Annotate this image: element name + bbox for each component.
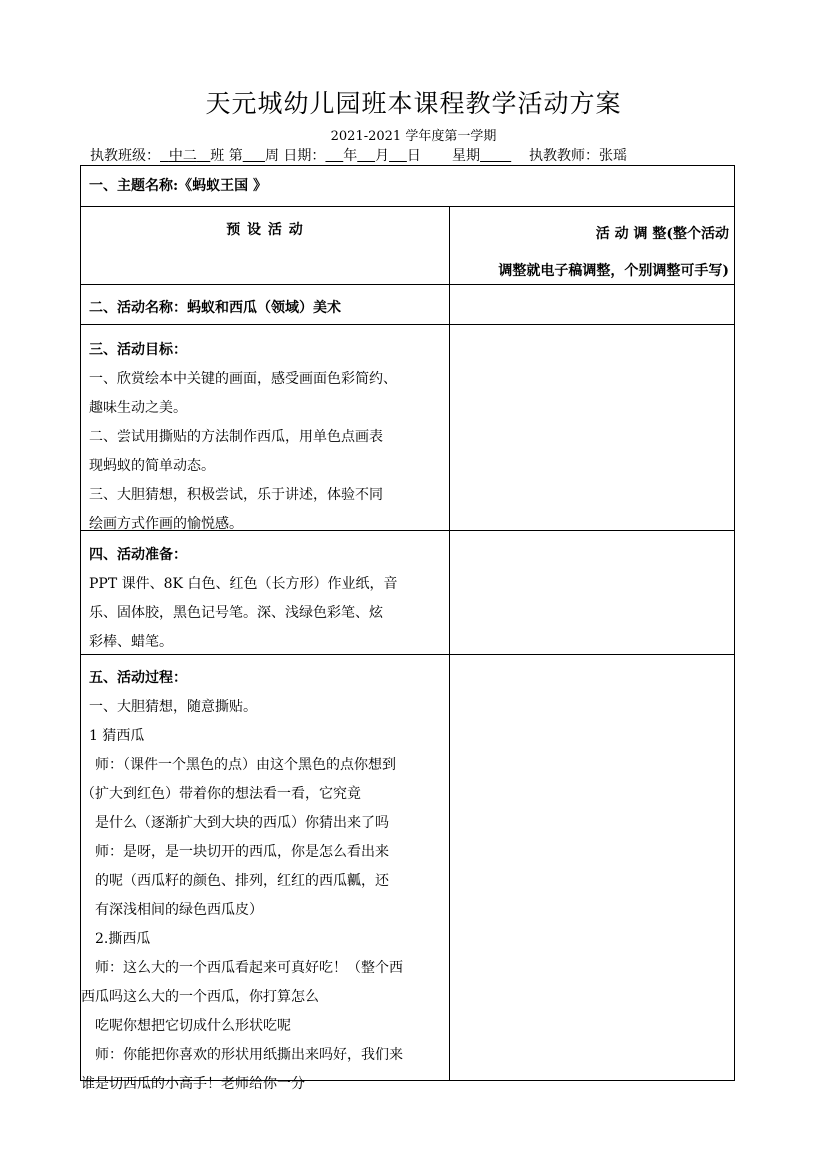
weekday-label: 星期 bbox=[452, 148, 481, 164]
table-divider bbox=[81, 324, 734, 325]
week-label: 周 日期： bbox=[264, 148, 326, 164]
goals-line: 绘画方式作画的愉悦感。 bbox=[89, 516, 243, 532]
process-line: 师：这么大的一个西瓜看起来可真好吃！（整个西 bbox=[95, 960, 403, 976]
process-line: 吃呢你想把它切成什么形状吃呢 bbox=[95, 1018, 291, 1034]
process-line: 师：（课件一个黑色的点）由这个黑色的点你想到 bbox=[95, 757, 396, 773]
class-value: 中二 bbox=[168, 148, 197, 164]
goals-heading: 三、活动目标： bbox=[89, 342, 187, 358]
class-suffix: 班 第 bbox=[210, 148, 243, 164]
year-blank bbox=[325, 148, 343, 164]
week-blank bbox=[243, 148, 265, 164]
year-label: 年 bbox=[343, 148, 358, 164]
process-line: 是什么（逐渐扩大到大块的西瓜）你猜出来了吗 bbox=[95, 815, 389, 831]
weekday-blank bbox=[480, 148, 511, 164]
process-heading: 五、活动过程： bbox=[89, 670, 187, 686]
day-label: 日 bbox=[406, 148, 421, 164]
process-line: 的呢（西瓜籽的颜色、排列，红红的西瓜瓤，还 bbox=[95, 873, 389, 889]
month-label: 月 bbox=[375, 148, 390, 164]
prep-line: 彩棒、蜡笔。 bbox=[89, 634, 173, 650]
preparation-section bbox=[89, 541, 443, 654]
process-line: （扩大到红色）带着你的想法看一看，它究竟 bbox=[81, 786, 361, 802]
goals-line: 趣味生动之美。 bbox=[89, 400, 187, 416]
activity-name: 二、活动名称：蚂蚁和西瓜（领域）美术 bbox=[89, 300, 341, 316]
semester-subtitle: 2021-2021 学年度第一学期 bbox=[330, 129, 497, 144]
activity-adjust-header: 活 动 调 整(整个活动 调整就电子稿调整，个别调整可手写) bbox=[498, 226, 729, 279]
process-line: 西瓜吗这么大的一个西瓜，你打算怎么 bbox=[81, 989, 319, 1005]
goals-line: 一、欣赏绘本中关键的画面，感受画面色彩简约、 bbox=[89, 371, 397, 387]
process-line: 2.撕西瓜 bbox=[95, 931, 151, 947]
prep-line: PPT 课件、8K 白色、红色（长方形）作业纸，音 bbox=[89, 576, 398, 592]
day-blank bbox=[389, 148, 407, 164]
plan-table bbox=[80, 165, 735, 1092]
theme-name: 一、主题名称:《蚂蚁王国 》 bbox=[89, 178, 268, 194]
table-divider bbox=[81, 206, 734, 207]
goals-line: 现蚂蚁的简单动态。 bbox=[89, 458, 215, 474]
process-line: 1 猜西瓜 bbox=[89, 728, 145, 744]
teacher-label: 执教教师：张瑶 bbox=[529, 148, 627, 164]
month-blank bbox=[357, 148, 375, 164]
goals-section bbox=[89, 336, 443, 530]
process-section bbox=[81, 664, 449, 1092]
process-line: 有深浅相间的绿色西瓜皮） bbox=[95, 902, 263, 918]
page-title: 天元城幼儿园班本课程教学活动方案 bbox=[205, 89, 622, 118]
process-line: 一、大胆猜想，随意撕贴。 bbox=[89, 699, 257, 715]
class-info-line bbox=[90, 145, 627, 165]
class-label: 执教班级： bbox=[90, 148, 160, 164]
goals-line: 三、大胆猜想，积极尝试，乐于讲述，体验不同 bbox=[89, 487, 383, 503]
column-divider bbox=[449, 206, 450, 1081]
process-line: 师：你能把你喜欢的形状用纸撕出来吗好，我们来 bbox=[95, 1047, 403, 1063]
preset-activity-header: 预 设 活 动 bbox=[226, 222, 304, 238]
process-line: 师：是呀，是一块切开的西瓜，你是怎么看出来 bbox=[95, 844, 389, 860]
prep-line: 乐、固体胶，黑色记号笔。深、浅绿色彩笔、炫 bbox=[89, 605, 383, 621]
process-line: 谁是切西瓜的小高手！老师给你一分 bbox=[81, 1076, 305, 1092]
prep-heading: 四、活动准备： bbox=[89, 547, 187, 563]
goals-line: 二、尝试用撕贴的方法制作西瓜，用单色点画表 bbox=[89, 429, 383, 445]
